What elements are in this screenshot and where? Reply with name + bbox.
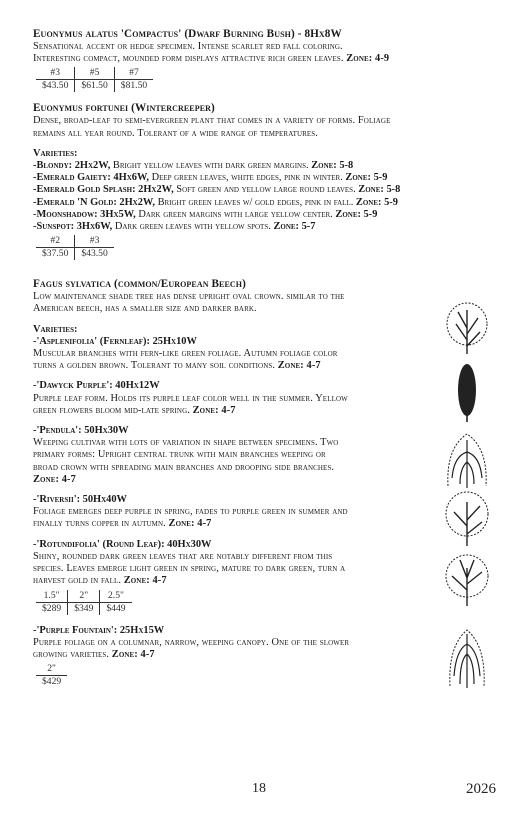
zone-label: Zone: 4-7 <box>277 360 321 372</box>
price-cell: $61.50 <box>75 80 114 93</box>
price-cell: $43.50 <box>81 248 108 260</box>
riversii-desc-2: finally turns copper in autumn. Zone: 4-7 <box>33 518 212 530</box>
size-cell: 2" <box>36 663 67 676</box>
pendula-desc-1: Weeping cultivar with lots of variation in shape between specimens. Two <box>33 437 339 449</box>
varieties-heading: Varieties: <box>33 147 78 159</box>
pendula-desc-3: broad crown with spreading main branches and drooping side branches. <box>33 461 335 473</box>
rotundifolia-desc-2: species. Leaves emerge light green in spring, mature to dark green, turn a <box>33 563 346 575</box>
euonymus-alatus-section <box>33 28 493 92</box>
weeping-columnar-tree-icon <box>442 624 492 690</box>
variety-item: -Sunspot: 3Hx6W, Dark green leaves with yellow spots. Zone: 5-7 <box>33 221 316 233</box>
rotundifolia-desc-1: Shiny, rounded dark green leaves that are notably different from this <box>33 550 333 562</box>
zone-label: Zone: 4-7 <box>123 575 167 587</box>
euonymus-fortunei-title: Euonymus fortunei (Wintercreeper) <box>33 102 215 115</box>
size-cell: #7 <box>114 67 153 80</box>
variety-item: -Blondy: 2Hx2W, Bright yellow leaves with dark green margins. Zone: 5-8 <box>33 160 354 172</box>
size-cell: #3 <box>75 235 114 248</box>
rotundifolia-desc-3: harvest gold in fall. Zone: 4-7 <box>33 575 167 587</box>
purple-fountain-desc-1: Purple foliage on a columnar, narrow, weeping canopy. One of the slower <box>33 636 350 648</box>
fagus-section <box>33 278 438 688</box>
euonymus-alatus-desc-2: Interesting compact, mounded form displays attractive rich green leaves. Zone: 4-9 <box>33 53 390 65</box>
asplenifolia-desc-2: turns a golden brown. Tolerant to many soil conditions. Zone: 4-7 <box>33 360 321 372</box>
variety-item: -Moonshadow: 3Hx5W, Dark green margins with large yellow center. Zone: 5-9 <box>33 208 378 220</box>
variety-item: -Emerald Gold Splash: 2Hx2W, Soft green and yellow large round leaves. Zone: 5-8 <box>33 184 401 196</box>
variety-list <box>33 160 493 233</box>
pendula-desc-2: primary forms: Upright central trunk with main branches weeping or <box>33 449 326 461</box>
purple-fountain-desc-2: growing varieties. Zone: 4-7 <box>33 648 155 660</box>
dawyck-desc-1: Purple leaf form. Holds its purple leaf color well in the summer. Yellow <box>33 392 348 404</box>
euonymus-alatus-desc-1: Sensational accent or hedge specimen. Intense scarlet red fall coloring. <box>33 41 343 52</box>
euonymus-fortunei-section <box>33 102 493 260</box>
dawyck-heading: -'Dawyck Purple': 40Hx12W <box>33 380 160 392</box>
weeping-tree-icon <box>442 428 492 490</box>
zone-label: Zone: 4-7 <box>192 404 236 416</box>
price-cell: $43.50 <box>36 80 75 93</box>
fagus-title: Fagus sylvatica (common/European Beech) <box>33 278 246 291</box>
price-cell: $429 <box>42 676 62 688</box>
variety-item: -Emerald Gaiety: 4Hx6W, Deep green leaves, white edges, pink in winter. Zone: 5-9 <box>33 172 388 184</box>
riversii-heading: -'Riversii': 50Hx40W <box>33 494 127 506</box>
price-table <box>36 235 114 260</box>
price-cell: $349 <box>68 602 100 615</box>
columnar-tree-icon <box>442 362 492 424</box>
price-cell: $449 <box>106 602 126 614</box>
zone-label: Zone: 4-7 <box>33 473 76 485</box>
purple-fountain-heading: -'Purple Fountain': 25Hx15W <box>33 624 165 636</box>
rotundifolia-heading: -'Rotundifolia' (Round Leaf): 40Hx30W <box>33 538 212 550</box>
dawyck-desc-2: green flowers bloom mid-late spring. Zone: 4-7 <box>33 404 236 416</box>
riversii-desc-1: Foliage emerges deep purple in spring, fades to purple green in summer and <box>33 506 348 518</box>
price-cell: $37.50 <box>36 248 75 261</box>
size-cell: 2" <box>68 590 100 603</box>
price-table <box>36 663 67 688</box>
oval-tree-icon <box>442 300 492 356</box>
spreading-tree-icon <box>442 552 492 608</box>
price-cell: $81.50 <box>120 80 148 92</box>
catalog-year: 2026 <box>466 781 496 797</box>
pendula-heading: -'Pendula': 50Hx30W <box>33 425 129 437</box>
euonymus-alatus-title: Euonymus alatus 'Compactus' (Dwarf Burning Bush) - 8Hx8W <box>33 28 342 40</box>
size-cell: 2.5" <box>100 590 132 603</box>
varieties-heading: Varieties: <box>33 323 78 335</box>
price-table <box>36 67 153 92</box>
zone-label: Zone: 4-9 <box>346 53 390 65</box>
size-cell: 1.5" <box>36 590 68 603</box>
price-table <box>36 590 132 615</box>
fagus-desc-2: American beech, has a smaller size and darker bark. <box>33 303 257 315</box>
euonymus-fortunei-desc-2: remains all year round. Tolerant of a wide range of temperatures. <box>33 127 318 139</box>
catalog-page <box>33 28 493 688</box>
price-cell: $289 <box>36 602 68 615</box>
fagus-desc-1: Low maintenance shade tree has dense upright oval crown. similar to the <box>33 291 345 303</box>
variety-item: -Emerald 'N Gold: 2Hx2W, Bright green leaves w/ gold edges, pink in fall. Zone: 5-9 <box>33 196 398 208</box>
size-cell: #3 <box>36 67 75 80</box>
round-tree-icon <box>442 490 492 548</box>
asplenifolia-heading: -'Asplenifolia' (Fernleaf): 25Hx10W <box>33 335 197 347</box>
page-number: 18 <box>252 781 266 796</box>
zone-label: Zone: 4-7 <box>168 518 212 530</box>
euonymus-fortunei-desc-1: Dense, broad-leaf to semi-evergreen plant that comes in a variety of forms. Foliage <box>33 115 391 127</box>
size-cell: #2 <box>36 235 75 248</box>
asplenifolia-desc-1: Muscular branches with fern-like green foliage. Autumn foliage color <box>33 348 338 360</box>
size-cell: #5 <box>75 67 114 80</box>
zone-label: Zone: 4-7 <box>111 648 155 660</box>
